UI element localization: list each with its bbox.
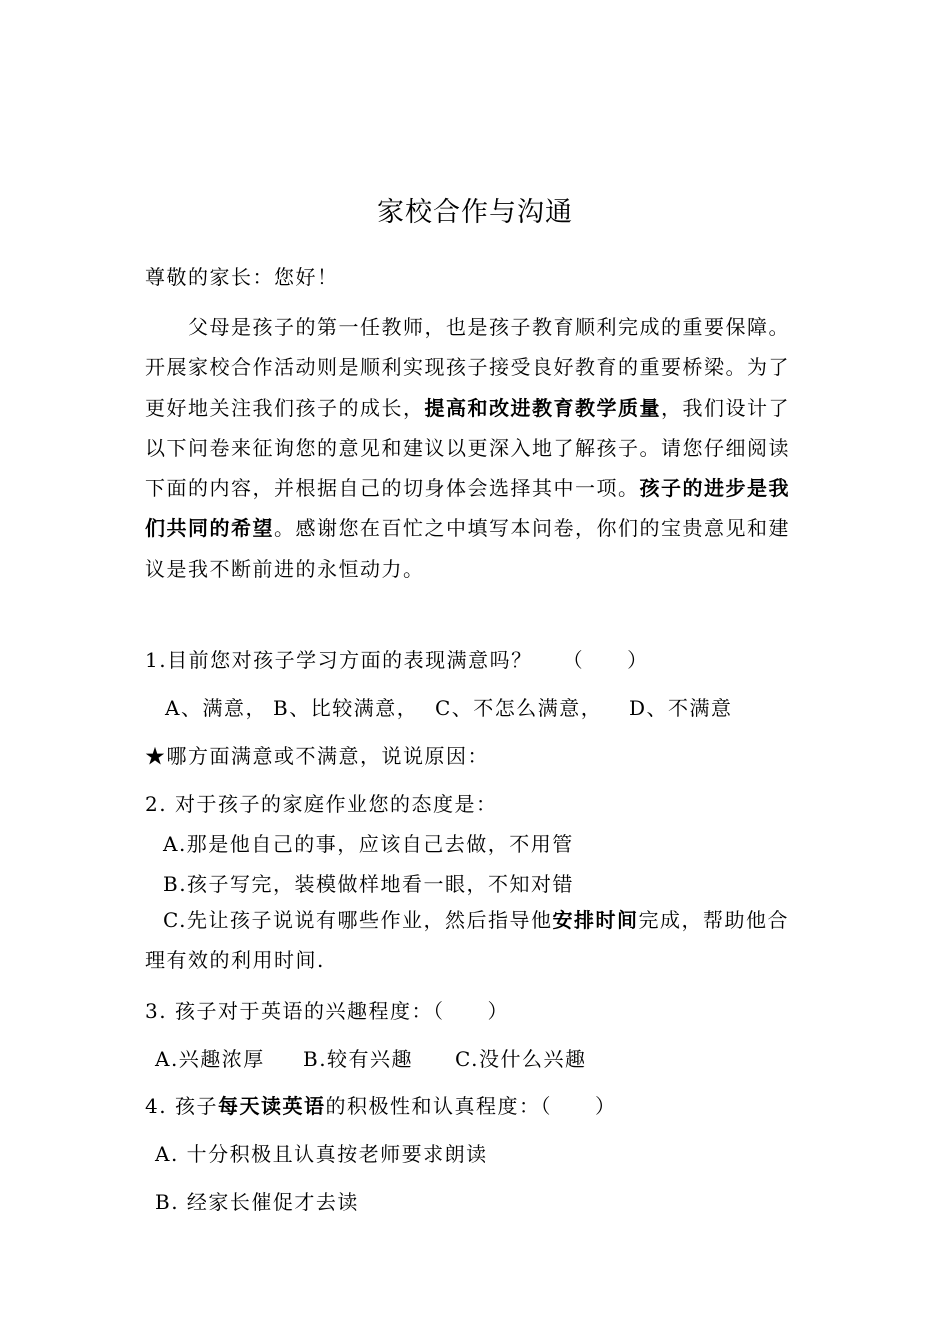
question-4-text-1: 4. 孩子: [145, 1094, 218, 1118]
greeting: 尊敬的家长：您好！: [145, 265, 339, 289]
intro-text-2: ，我们设计了以下问卷来征询您的意见和建议以更深入地了解孩子。请您仔细阅读下面的内容，并根据自己的切身体会选择其中一项。: [145, 395, 790, 501]
question-3-option-c: C.没什么兴趣: [455, 1047, 587, 1071]
question-4-option-b: B. 经家长催促才去读: [155, 1190, 359, 1214]
question-1-option-d: D、不满意: [629, 696, 733, 720]
intro-bold-1: 提高和改进教育教学质量: [424, 395, 661, 420]
intro-paragraph: [145, 307, 810, 589]
question-1-followup: ★哪方面满意或不满意，说说原因：: [145, 744, 489, 768]
question-2-text: 2. 对于孩子的家庭作业您的态度是：: [145, 792, 498, 816]
question-4-option-a: A. 十分积极且认真按老师要求朗读: [155, 1142, 488, 1166]
question-1-option-b: B、比较满意，: [273, 696, 419, 720]
question-2-option-c-text-2: 完成，帮助他合理有效的利用时间.: [145, 908, 789, 972]
question-4-text: [145, 1090, 616, 1119]
question-2-option-a: A.那是他自己的事，应该自己去做，不用管: [163, 832, 574, 856]
question-1-option-c: C、不怎么满意，: [435, 696, 603, 720]
intro-text-3: 。感谢您在百忙之中填写本问卷，你们的宝贵意见和建议是我不断前进的永恒动力。: [145, 516, 790, 581]
question-1-answer-blank: （ ）: [562, 648, 649, 672]
question-1: [145, 644, 649, 673]
question-2-option-c-text-1: C.先让孩子说说有哪些作业，然后指导他: [163, 908, 553, 932]
question-3-option-a: A.兴趣浓厚: [155, 1047, 265, 1071]
question-1-option-a: A、满意，: [165, 696, 267, 720]
question-4-bold: 每天读英语: [217, 1094, 326, 1118]
question-3-options: [155, 1043, 586, 1072]
question-2-option-b: B.孩子写完，装模做样地看一眼，不知对错: [163, 872, 575, 896]
question-2-option-c-bold: 安排时间: [552, 908, 639, 932]
question-3-text: 3. 孩子对于英语的兴趣程度：（ ）: [145, 999, 509, 1023]
question-2-option-c: [145, 900, 810, 980]
intro-bold-2: 孩子的进步是我们共同的希望: [145, 476, 790, 541]
question-4-text-2: 的积极性和认真程度：（ ）: [325, 1094, 617, 1118]
question-1-text: 1.目前您对孩子学习方面的表现满意吗？: [145, 648, 533, 672]
question-3-option-b: B.较有兴趣: [303, 1047, 414, 1071]
document-title: 家校合作与沟通: [377, 197, 573, 228]
question-1-options: [165, 692, 733, 721]
intro-text-1: 父母是孩子的第一任教师，也是孩子教育顺利完成的重要保障。开展家校合作活动则是顺利实现孩子接受良好教育的重要桥梁。为了更好地关注我们孩子的成长，: [145, 315, 790, 420]
